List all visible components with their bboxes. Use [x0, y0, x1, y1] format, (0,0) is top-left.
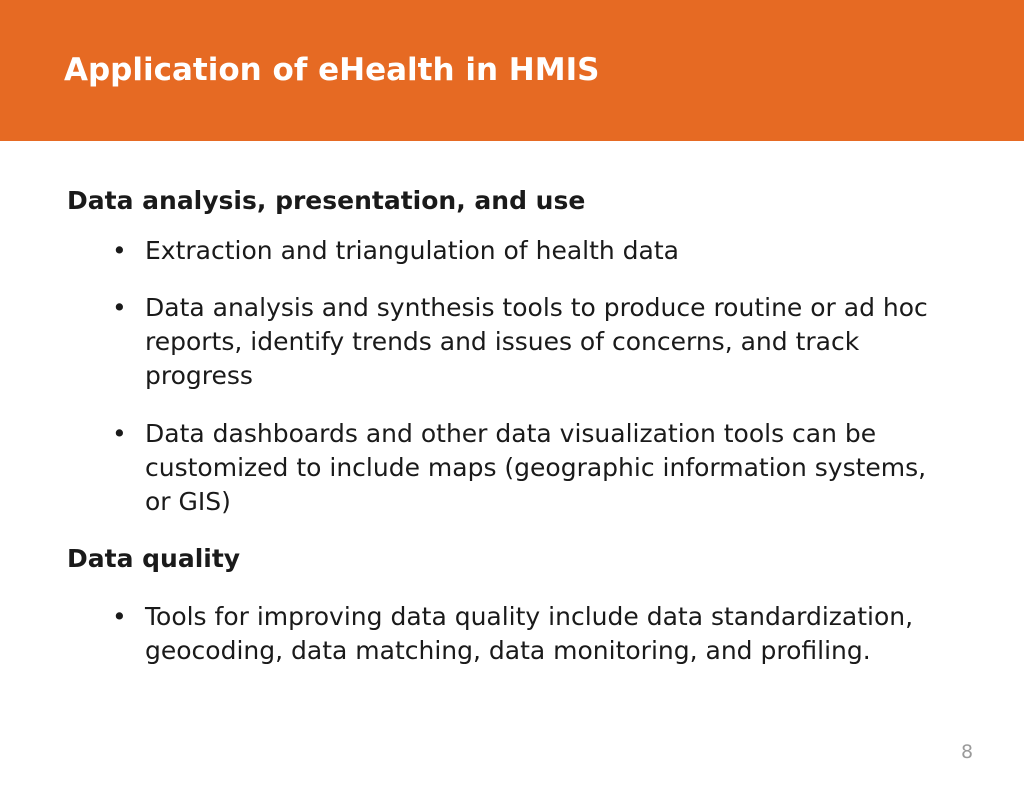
bullet-text: Extraction and triangulation of health data	[145, 236, 679, 265]
section-heading-data-analysis: Data analysis, presentation, and use	[67, 186, 586, 215]
bullet-dot-icon: •	[112, 602, 127, 631]
slide-header-band	[0, 0, 1024, 141]
bullet-dot-icon: •	[112, 293, 127, 322]
slide-title: Application of eHealth in HMIS	[64, 52, 600, 88]
bullet-dot-icon: •	[112, 236, 127, 265]
section-heading-data-quality: Data quality	[67, 544, 241, 573]
page-number: 8	[960, 741, 974, 763]
bullet-text: Data analysis and synthesis tools to produce routine or ad hoc reports, identify trends and issues of concerns, and track progress	[145, 293, 928, 390]
bullet-text: Data dashboards and other data visualization tools can be customized to include maps (geographic information systems, or GIS)	[145, 419, 927, 516]
bullet-dot-icon: •	[112, 419, 127, 448]
bullet-text: Tools for improving data quality include data standardization, geocoding, data matching, data monitoring, and profiling.	[145, 602, 914, 665]
